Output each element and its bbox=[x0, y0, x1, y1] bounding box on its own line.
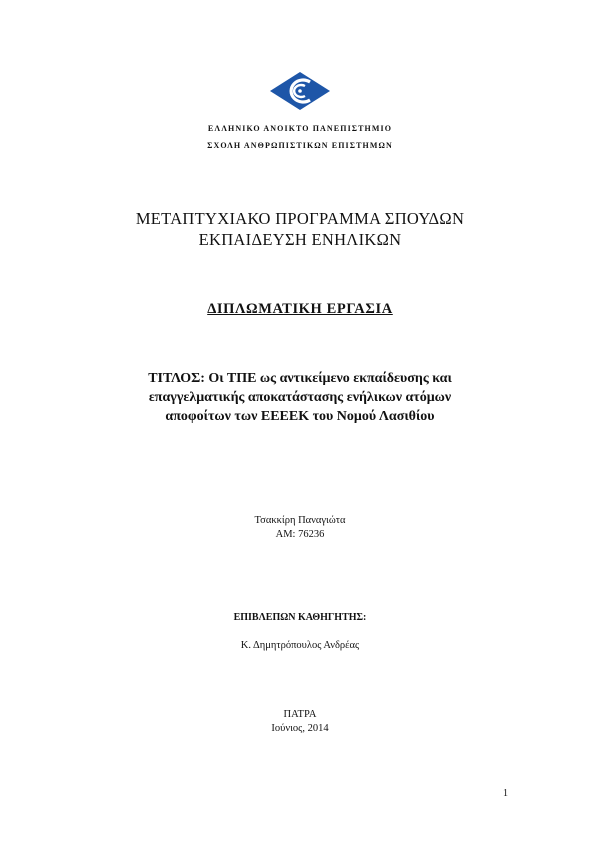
date: Ιούνιος, 2014 bbox=[271, 723, 329, 734]
city: ΠΑΤΡΑ bbox=[283, 709, 317, 720]
thesis-title bbox=[0, 369, 600, 426]
school-name: ΣΧΟΛΗ ΑΝΘΡΩΠΙΣΤΙΚΩΝ ΕΠΙΣΤΗΜΩΝ bbox=[207, 141, 393, 150]
title-line-3: αποφοίτων των ΕΕΕΕΚ του Νομού Λασιθίου bbox=[165, 409, 435, 424]
title-line-2: επαγγελματικής αποκατάστασης ενήλικων ατόμων bbox=[148, 390, 452, 405]
author-block bbox=[0, 514, 600, 542]
program-line-2: ΕΚΠΑΙΔΕΥΣΗ ΕΝΗΛΙΚΩΝ bbox=[198, 230, 402, 249]
university-name: ΕΛΛΗΝΙΚΟ ΑΝΟΙΚΤΟ ΠΑΝΕΠΙΣΤΗΜΙΟ bbox=[207, 124, 393, 133]
page-number: 1 bbox=[503, 788, 508, 799]
author-id: ΑΜ: 76236 bbox=[275, 529, 325, 540]
university-logo-icon bbox=[269, 71, 331, 111]
author-name: Τσακκίρη Παναγιώτα bbox=[254, 515, 346, 526]
title-line-1: ΤΙΤΛΟΣ: Οι ΤΠΕ ως αντικείμενο εκπαίδευσης και bbox=[148, 371, 452, 386]
supervisor-name: Κ. Δημητρόπουλος Ανδρέας bbox=[240, 640, 360, 651]
program-line-1: ΜΕΤΑΠΤΥΧΙΑΚΟ ΠΡΟΓΡΑΜΜΑ ΣΠΟΥΔΩΝ bbox=[135, 209, 465, 228]
program-title bbox=[0, 208, 600, 250]
place-date-block bbox=[0, 708, 600, 736]
thesis-label: ΔΙΠΛΩΜΑΤΙΚΗ ΕΡΓΑΣΙΑ bbox=[207, 301, 393, 317]
supervisor-label: ΕΠΙΒΛΕΠΩΝ ΚΑΘΗΓΗΤΗΣ: bbox=[233, 612, 367, 623]
